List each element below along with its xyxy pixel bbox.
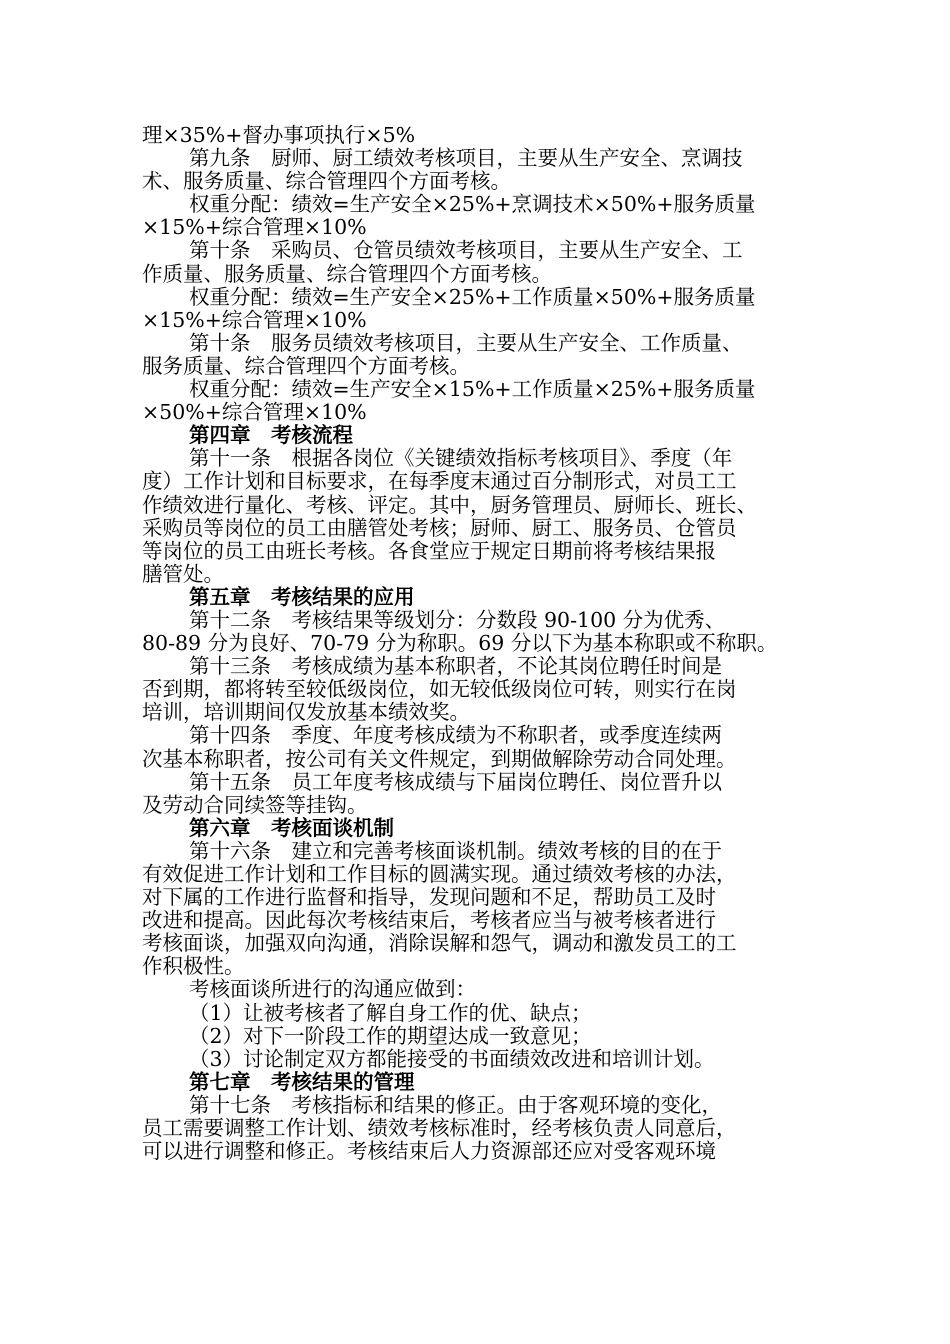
text-line: 理×35%+督办事项执行×5% [142,123,416,147]
chapter-heading: 第五章 考核结果的应用 [189,584,415,609]
text-line: 术、服务质量、综合管理四个方面考核。 [142,169,511,194]
text-line: 第十条 服务员绩效考核项目，主要从生产安全、工作质量、 [189,330,743,355]
text-line: 及劳动合同续签等挂钩。 [142,792,368,817]
text-line: 第十条 采购员、仓管员绩效考核项目，主要从生产安全、工 [189,238,743,263]
text-line: 第十四条 季度、年度考核成绩为不称职者，或季度连续两 [189,723,722,748]
text-line: 改进和提高。因此每次考核结束后，考核者应当与被考核者进行 [142,908,716,933]
text-line: 次基本称职者，按公司有关文件规定，到期做解除劳动合同处理。 [142,746,737,771]
text-line: 第十三条 考核成绩为基本称职者，不论其岗位聘任时间是 [189,654,722,679]
text-line: 考核面谈所进行的沟通应做到： [189,977,476,1002]
text-line: 对下属的工作进行监督和指导，发现问题和不足，帮助员工及时 [142,885,716,910]
text-line: 第十二条 考核结果等级划分：分数段 90-100 分为优秀、 [189,607,726,632]
text-line: 培训，培训期间仅发放基本绩效奖。 [142,700,470,725]
text-line: ×15%+综合管理×10% [142,215,367,240]
text-line: ×50%+综合管理×10% [142,400,367,425]
text-line: 第十五条 员工年度考核成绩与下届岗位聘任、岗位晋升以 [189,769,722,794]
text-line: 考核面谈，加强双向沟通，消除误解和怨气，调动和激发员工的工 [142,931,737,956]
text-line: 否到期，都将转至较低级岗位，如无较低级岗位可转，则实行在岗 [142,677,737,702]
text-line: 权重分配：绩效=生产安全×25%+烹调技术×50%+服务质量 [189,192,756,217]
text-line: （2）对下一阶段工作的期望达成一致意见； [189,1023,592,1048]
text-line: 度）工作计划和目标要求，在每季度末通过百分制形式，对员工工 [142,469,737,494]
text-line: 等岗位的员工由班长考核。各食堂应于规定日期前将考核结果报 [142,538,716,563]
chapter-heading: 第六章 考核面谈机制 [189,815,394,840]
document-page [142,124,810,1163]
text-line: 80-89 分为良好、70-79 分为称职。69 分以下为基本称职或不称职。 [142,631,778,656]
text-line: 第九条 厨师、厨工绩效考核项目，主要从生产安全、烹调技 [189,146,743,171]
text-line: 服务质量、综合管理四个方面考核。 [142,353,470,378]
text-line: 有效促进工作计划和工作目标的圆满实现。通过绩效考核的办法， [142,862,737,886]
text-line: 可以进行调整和修正。考核结束后人力资源部还应对受客观环境 [142,1139,716,1164]
text-line: （3）讨论制定双方都能接受的书面绩效改进和培训计划。 [189,1046,715,1071]
chapter-heading: 第四章 考核流程 [189,423,353,448]
text-line: 作积极性。 [142,954,245,979]
text-line: ×15%+综合管理×10% [142,307,367,332]
text-line: 作绩效进行量化、考核、评定。其中，厨务管理员、厨师长、班长、 [142,492,757,517]
text-line: 第十一条 根据各岗位《关键绩效指标考核项目》、季度（年 [189,446,733,471]
text-line: 员工需要调整工作计划、绩效考核标准时，经考核负责人同意后， [142,1116,737,1141]
text-line: 第十七条 考核指标和结果的修正。由于客观环境的变化， [189,1092,722,1117]
text-line: 膳管处。 [142,561,224,586]
text-line: 采购员等岗位的员工由膳管处考核；厨师、厨工、服务员、仓管员 [142,515,737,540]
text-line: 权重分配：绩效=生产安全×15%+工作质量×25%+服务质量 [189,377,756,402]
text-line: （1）让被考核者了解自身工作的优、缺点； [189,1000,592,1025]
text-line: 权重分配：绩效=生产安全×25%+工作质量×50%+服务质量 [189,284,756,309]
chapter-heading: 第七章 考核结果的管理 [189,1069,415,1094]
text-line: 作质量、服务质量、综合管理四个方面考核。 [142,261,552,286]
text-line: 第十六条 建立和完善考核面谈机制。绩效考核的目的在于 [189,838,722,863]
